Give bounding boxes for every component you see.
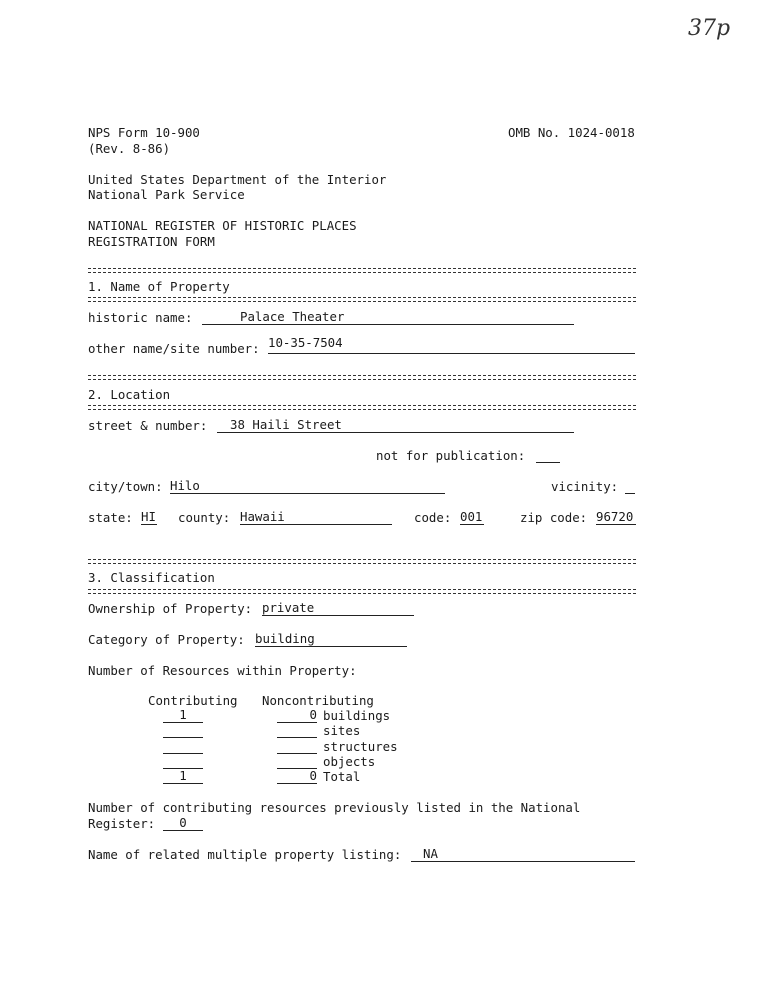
noncontributing-count-field[interactable]: 0 <box>277 707 317 723</box>
multiple-listing-value: NA <box>423 846 438 861</box>
service: National Park Service <box>88 187 245 202</box>
street-label: street & number: <box>88 418 208 433</box>
other-name-field[interactable] <box>268 335 635 354</box>
street-value: 38 Haili Street <box>230 417 342 432</box>
county-value: Hawaii <box>240 509 285 524</box>
resource-label: buildings <box>323 708 391 723</box>
form-number: NPS Form 10-900 <box>88 125 200 140</box>
contributing-count-field[interactable]: 1 <box>163 707 203 723</box>
category-label: Category of Property: <box>88 632 245 647</box>
county-field[interactable] <box>240 509 392 525</box>
contributing-count-field[interactable] <box>163 722 203 738</box>
noncontributing-count-field[interactable] <box>277 722 317 738</box>
resource-label: structures <box>323 739 398 754</box>
resources-label: Number of Resources within Property: <box>88 663 357 678</box>
ownership-label: Ownership of Property: <box>88 601 253 616</box>
zip-label: zip code: <box>520 510 588 525</box>
column-noncontributing: Noncontributing <box>262 693 374 708</box>
omb-number: OMB No. 1024-0018 <box>508 125 635 140</box>
code-value: 001 <box>460 509 483 524</box>
category-value: building <box>255 631 315 646</box>
code-field[interactable] <box>460 509 484 525</box>
ownership-field[interactable] <box>262 600 414 616</box>
not-for-publication-label: not for publication: <box>376 448 526 463</box>
city-field[interactable] <box>170 478 445 494</box>
section-rule <box>88 589 636 594</box>
multiple-listing-label: Name of related multiple property listing: <box>88 847 402 862</box>
historic-name-label: historic name: <box>88 310 193 325</box>
form-revision: (Rev. 8-86) <box>88 141 171 156</box>
multiple-listing-field[interactable] <box>411 846 635 862</box>
department: United States Department of the Interior <box>88 172 387 187</box>
previously-listed-label: Number of contributing resources previously listed in the National <box>88 800 581 815</box>
noncontributing-count-field[interactable] <box>277 753 317 769</box>
zip-field[interactable] <box>596 509 636 525</box>
zip-value: 96720 <box>596 509 634 524</box>
vicinity-field[interactable] <box>625 478 635 494</box>
section-rule <box>88 559 636 564</box>
previously-listed-field[interactable] <box>163 815 203 831</box>
other-name-label: other name/site number: <box>88 341 260 356</box>
state-label: state: <box>88 510 133 525</box>
other-name-value: 10-35-7504 <box>268 335 343 350</box>
previously-listed-label-line2: Register: <box>88 816 156 831</box>
contributing-total-field[interactable]: 1 <box>163 768 203 784</box>
resource-label: objects <box>323 754 376 769</box>
section-2-heading: 2. Location <box>88 387 171 402</box>
contributing-count-field[interactable] <box>163 738 203 754</box>
ownership-value: private <box>262 600 315 615</box>
resource-label: sites <box>323 723 361 738</box>
section-rule <box>88 268 636 273</box>
section-1-heading: 1. Name of Property <box>88 279 230 294</box>
section-3-heading: 3. Classification <box>88 570 215 585</box>
noncontributing-total-field[interactable]: 0 <box>277 768 317 784</box>
not-for-publication-field[interactable] <box>536 447 560 463</box>
historic-name-field[interactable] <box>202 309 574 325</box>
form-title-line1: NATIONAL REGISTER OF HISTORIC PLACES <box>88 218 357 233</box>
noncontributing-count-field[interactable] <box>277 738 317 754</box>
state-field[interactable] <box>141 509 157 525</box>
category-field[interactable] <box>255 631 407 647</box>
handwritten-page-mark: 37p <box>688 16 731 41</box>
resource-label: Total <box>323 769 361 784</box>
section-rule <box>88 297 636 302</box>
contributing-count-field[interactable] <box>163 753 203 769</box>
previously-listed-value: 0 <box>179 815 187 830</box>
county-label: county: <box>178 510 231 525</box>
city-value: Hilo <box>170 478 200 493</box>
city-label: city/town: <box>88 479 163 494</box>
street-field[interactable] <box>217 417 574 433</box>
column-contributing: Contributing <box>148 693 238 708</box>
state-value: HI <box>141 509 156 524</box>
section-rule <box>88 405 636 410</box>
section-rule <box>88 375 636 380</box>
code-label: code: <box>414 510 452 525</box>
form-title-line2: REGISTRATION FORM <box>88 234 215 249</box>
vicinity-label: vicinity: <box>551 479 619 494</box>
historic-name-value: Palace Theater <box>240 309 345 324</box>
